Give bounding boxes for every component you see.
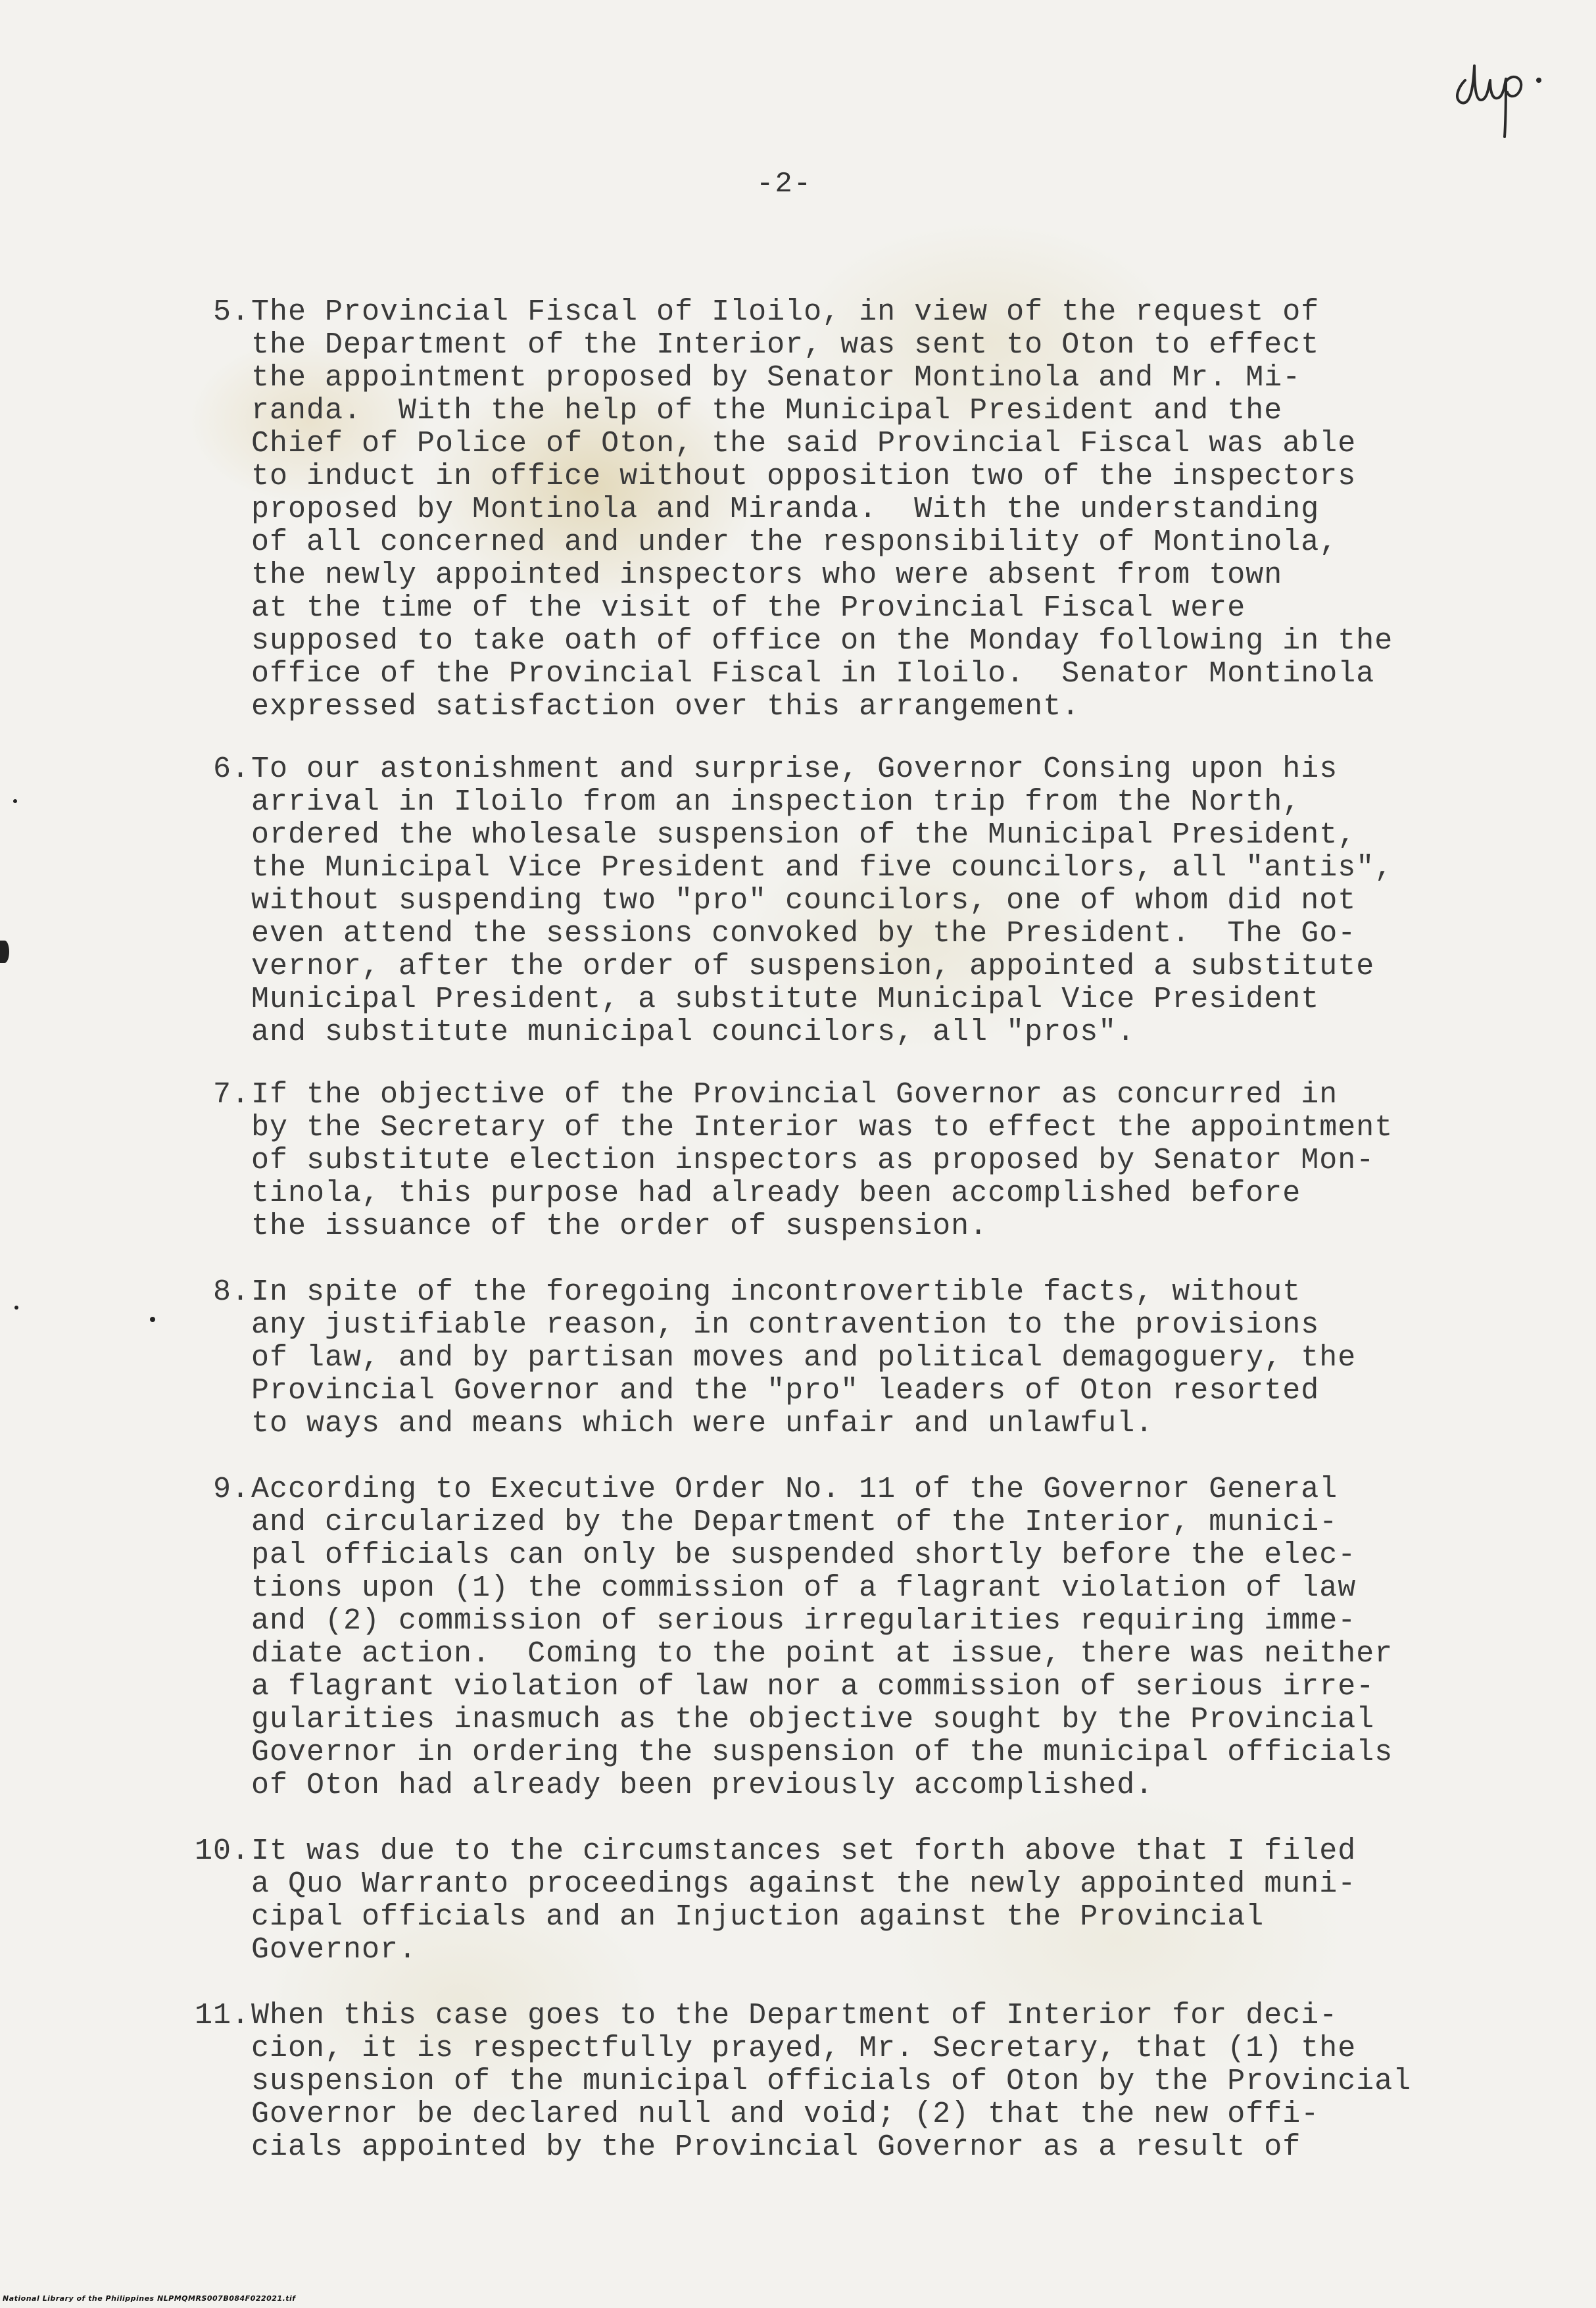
archive-footer: National Library of the Philippines NLPMQMRS007B084F022021.tif <box>3 2294 296 2303</box>
paragraph-6 <box>171 753 1565 1049</box>
text-line: If the objective of the Provincial Governor as concurred in <box>251 1078 1338 1112</box>
text-line: the issuance of the order of suspension. <box>251 1210 988 1243</box>
text-line: suspension of the municipal officials of Oton by the Provincial <box>251 2065 1412 2098</box>
text-line: tions upon (1) the commission of a flagrant violation of law <box>251 1571 1357 1605</box>
text-line: According to Executive Order No. 11 of the Governor General <box>251 1473 1338 1506</box>
text-line: at the time of the visit of the Provincial Fiscal were <box>251 591 1246 625</box>
page-number: -2- <box>756 168 813 201</box>
scan-speck <box>14 1306 18 1310</box>
text-line: to induct in office without opposition two of the inspectors <box>251 460 1357 493</box>
scan-speck <box>13 799 17 803</box>
text-line: ordered the wholesale suspension of the Municipal President, <box>251 818 1357 852</box>
text-line: randa. With the help of the Municipal President and the <box>251 394 1283 428</box>
text-line: cion, it is respectfully prayed, Mr. Secretary, that (1) the <box>251 2032 1357 2065</box>
text-line: supposed to take oath of office on the Monday following in the <box>251 624 1393 658</box>
text-line: without suspending two "pro" councilors, one of whom did not <box>251 884 1357 918</box>
text-line: any justifiable reason, in contravention to the provisions <box>251 1308 1320 1342</box>
text-line: cipal officials and an Injuction against the Provincial <box>251 1900 1265 1934</box>
text-line: Governor in ordering the suspension of the municipal officials <box>251 1736 1393 1769</box>
text-line: and substitute municipal councilors, all "pros". <box>251 1016 1136 1049</box>
binding-hole-mark <box>0 941 9 963</box>
paragraph-7 <box>171 1079 1565 1243</box>
text-line: a Quo Warranto proceedings against the newly appointed muni- <box>251 1867 1357 1901</box>
text-line: the Municipal Vice President and five councilors, all "antis", <box>251 851 1393 885</box>
text-line: tinola, this purpose had already been accomplished before <box>251 1177 1301 1210</box>
handwritten-annotation <box>1447 39 1552 138</box>
text-line: by the Secretary of the Interior was to effect the appointment <box>251 1111 1393 1144</box>
text-line: the newly appointed inspectors who were absent from town <box>251 558 1283 592</box>
paragraph-number: 8. <box>212 1275 250 1309</box>
text-line: Municipal President, a substitute Municipal Vice President <box>251 983 1320 1016</box>
text-line: office of the Provincial Fiscal in Iloilo. Senator Montinola <box>251 657 1375 691</box>
text-line: vernor, after the order of suspension, appointed a substitute <box>251 950 1375 983</box>
text-line: and circularized by the Department of the Interior, munici- <box>251 1506 1338 1539</box>
paragraph-number: 9. <box>212 1473 250 1506</box>
text-line: Governor. <box>251 1933 418 1967</box>
text-line: a flagrant violation of law nor a commission of serious irre- <box>251 1670 1375 1704</box>
text-line: of all concerned and under the responsibility of Montinola, <box>251 526 1338 559</box>
paragraph-number: 10. <box>194 1834 250 1868</box>
text-line: expressed satisfaction over this arrangement. <box>251 690 1080 724</box>
text-line: To our astonishment and surprise, Governor Consing upon his <box>251 752 1338 786</box>
paragraph-number: 7. <box>212 1078 250 1112</box>
paragraph-11 <box>171 2000 1565 2164</box>
text-line: The Provincial Fiscal of Iloilo, in view of the request of <box>251 295 1320 329</box>
text-line: the Department of the Interior, was sent to Oton to effect <box>251 328 1320 362</box>
text-line: arrival in Iloilo from an inspection trip from the North, <box>251 785 1301 819</box>
text-line: cials appointed by the Provincial Governor as a result of <box>251 2130 1301 2164</box>
text-line: Chief of Police of Oton, the said Provincial Fiscal was able <box>251 427 1357 460</box>
paragraph-9 <box>171 1473 1565 1802</box>
text-line: even attend the sessions convoked by the President. The Go- <box>251 917 1357 950</box>
handwritten-dup-mark <box>1447 39 1552 138</box>
text-line: pal officials can only be suspended shortly before the elec- <box>251 1538 1357 1572</box>
text-line: of substitute election inspectors as proposed by Senator Mon- <box>251 1144 1375 1177</box>
text-line: gularities inasmuch as the objective sought by the Provincial <box>251 1703 1375 1736</box>
scan-speck <box>150 1317 155 1322</box>
paragraph-10 <box>171 1835 1565 1967</box>
text-line: Governor be declared null and void; (2) that the new offi- <box>251 2098 1320 2131</box>
text-line: When this case goes to the Department of Interior for deci- <box>251 1999 1338 2032</box>
text-line: It was due to the circumstances set forth above that I filed <box>251 1834 1357 1868</box>
text-line: the appointment proposed by Senator Montinola and Mr. Mi- <box>251 361 1301 395</box>
paragraph-number: 11. <box>194 1999 250 2032</box>
text-line: to ways and means which were unfair and unlawful. <box>251 1407 1154 1440</box>
paragraph-number: 6. <box>212 752 250 786</box>
paragraph-number: 5. <box>212 295 250 329</box>
paragraph-8 <box>171 1276 1565 1440</box>
text-line: diate action. Coming to the point at issue, there was neither <box>251 1637 1393 1671</box>
text-line: of law, and by partisan moves and political demagoguery, the <box>251 1341 1357 1375</box>
text-line: proposed by Montinola and Miranda. With the understanding <box>251 493 1320 526</box>
paragraph-5 <box>171 296 1565 724</box>
text-line: and (2) commission of serious irregularities requiring imme- <box>251 1604 1357 1638</box>
text-line: Provincial Governor and the "pro" leaders of Oton resorted <box>251 1374 1320 1408</box>
text-line: of Oton had already been previously accomplished. <box>251 1769 1154 1802</box>
text-line: In spite of the foregoing incontrovertible facts, without <box>251 1275 1301 1309</box>
